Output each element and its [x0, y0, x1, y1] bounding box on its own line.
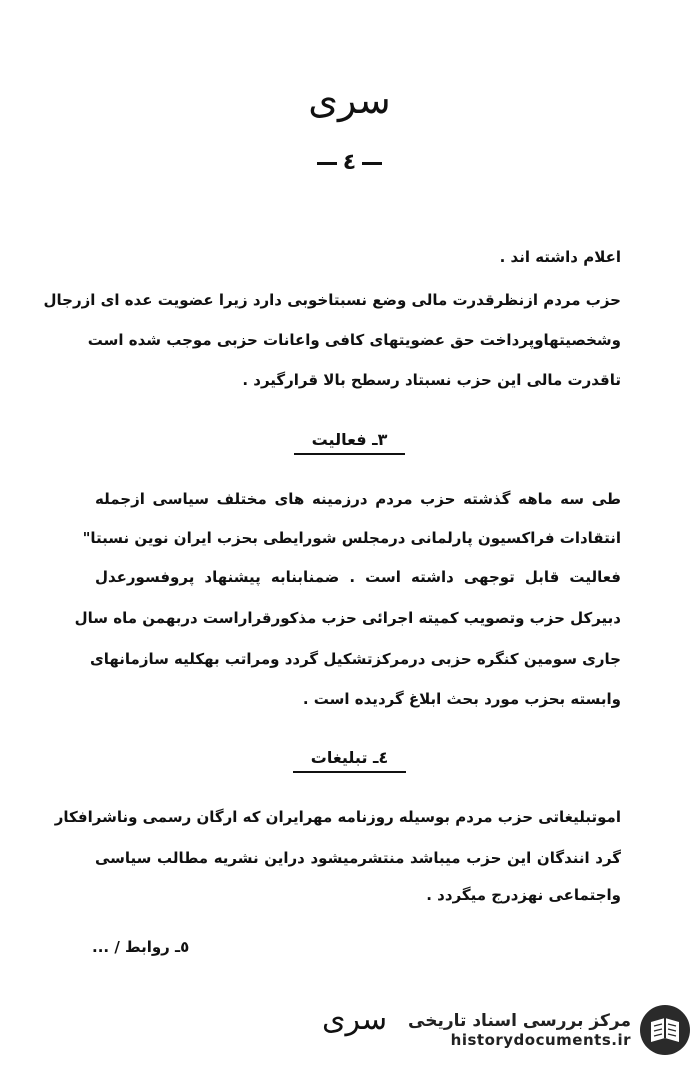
book-logo-icon — [639, 1004, 691, 1056]
section-3-line-1: طی سه ماهه گذشته حزب مردم درزمینه های مختلف سیاسی ازجمله — [95, 490, 621, 508]
section-3-line-3: فعالیت قابل توجهی داشته است . ضمنابنابه پیشنهاد پروفسورعدل — [95, 568, 621, 586]
section-3-line-4: دبیرکل حزب وتصویب کمیته اجرائی حزب مذکورقراراست دربهمن ماه سال — [74, 609, 621, 627]
section-3-title: ٣ـ فعالیت — [294, 430, 406, 455]
intro-line-3: وشخصیتهاوپرداخت حق عضویتهای کافی واعانات حزبی موجب شده است — [87, 331, 621, 349]
intro-line-1: اعلام داشته اند . — [499, 248, 621, 266]
classification-text: سری — [308, 78, 391, 122]
page-number — [0, 150, 699, 175]
dash-left — [317, 162, 337, 165]
watermark — [401, 1000, 691, 1060]
section-4-line-1: اموتبلیغاتی حزب مردم بوسیله روزنامه مهرایران که ارگان رسمی وناشرافکار — [54, 808, 621, 826]
section-3-line-2: انتقادات فراکسیون پارلمانی درمجلس شورایطی بحزب ایران نوین نسبتا" — [82, 529, 621, 547]
page-number-value: ٤ — [342, 150, 357, 175]
watermark-title: مرکز بررسی اسناد تاریخی — [408, 1011, 631, 1031]
section-4-heading — [0, 748, 699, 773]
section-3-line-6: وابسته بحزب مورد بحث ابلاغ گردیده است . — [302, 690, 621, 708]
section-3-line-5: جاری سومین کنگره حزبی درمرکزتشکیل گردد ومراتب بهکلیه سازمانهای — [89, 650, 621, 668]
section-4-title: ٤ـ تبلیغات — [293, 748, 407, 773]
watermark-url: historydocuments.ir — [450, 1031, 631, 1049]
classification-header — [0, 78, 699, 122]
intro-line-2: حزب مردم ازنظرقدرت مالی وضع نسبتاخوبی دارد زیرا عضویت عده ای ازرجال — [43, 291, 621, 309]
section-4-line-2: گرد انندگان این حزب میباشد منتشرمیشود دراین نشریه مطالب سیاسی — [95, 849, 621, 867]
intro-line-4: تاقدرت مالی این حزب نسبتاد رسطح بالا قرارگیرد . — [242, 371, 621, 389]
classification-footer-text: سری — [322, 1002, 388, 1037]
section-3-heading — [0, 430, 699, 455]
watermark-text — [408, 1011, 631, 1049]
dash-right — [362, 162, 382, 165]
next-section-label: ٥ـ روابط / ... — [92, 938, 190, 956]
classification-footer — [322, 1002, 387, 1037]
section-4-line-3: واجتماعی نهزدرج میگردد . — [426, 886, 621, 904]
